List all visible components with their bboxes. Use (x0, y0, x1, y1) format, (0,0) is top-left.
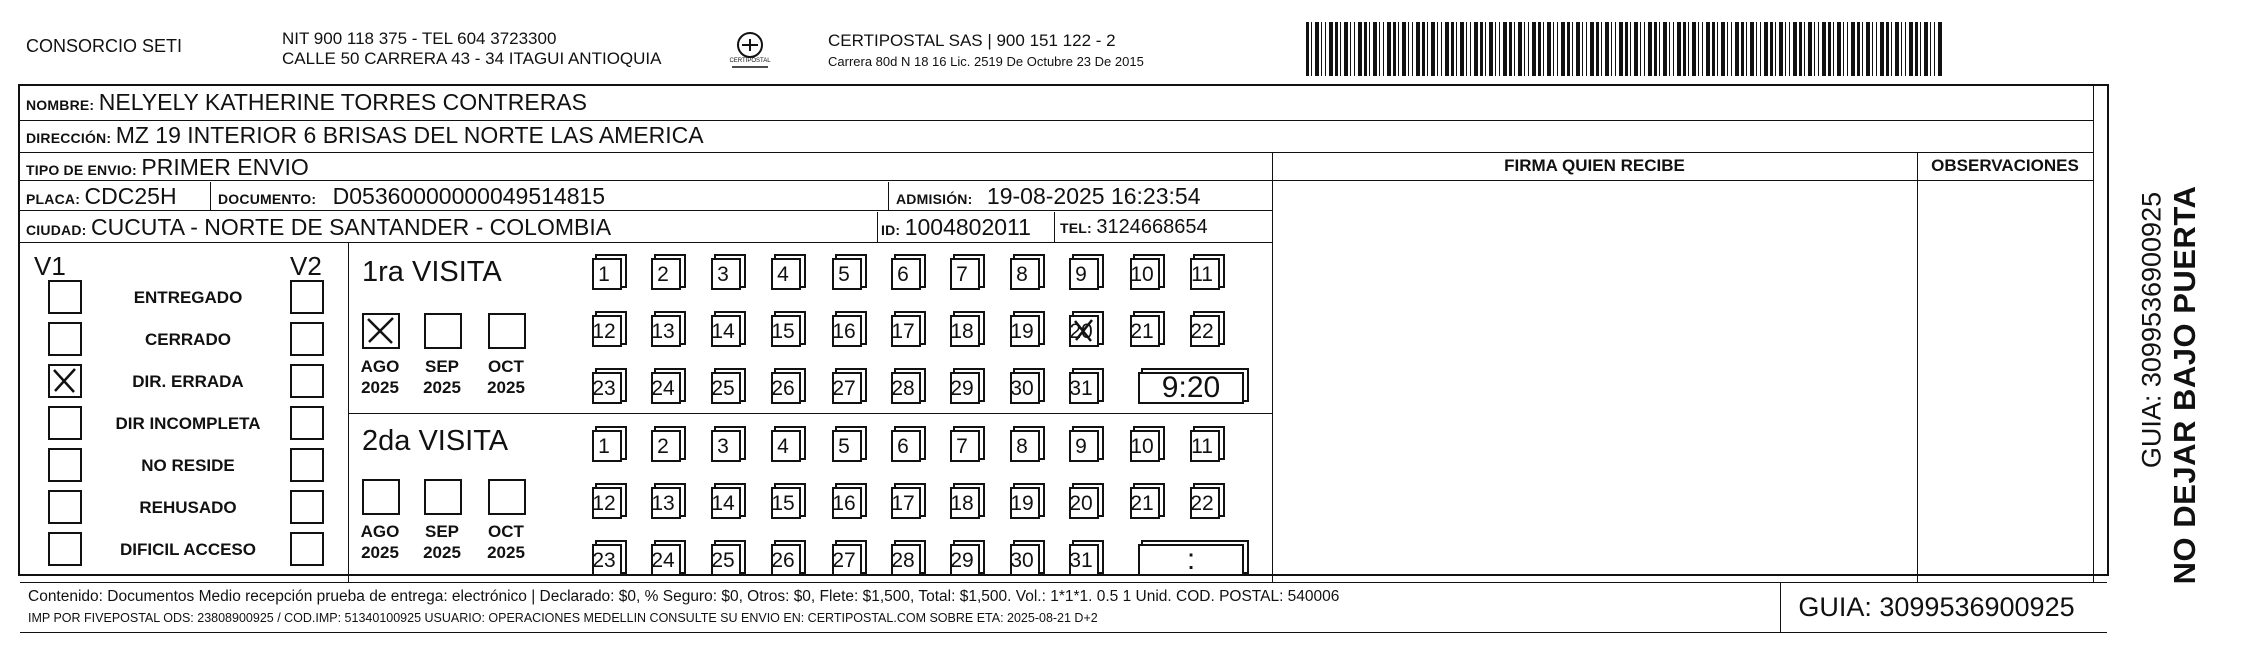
second-day-label: 2 (657, 435, 669, 458)
observaciones-label: OBSERVACIONES (1931, 156, 2079, 175)
admision-label: ADMISIÓN: (896, 191, 973, 207)
second-day-label: 23 (592, 549, 616, 572)
first-day-label: 6 (897, 263, 909, 286)
second-day-label: 7 (956, 435, 968, 458)
v1-checkbox-1[interactable] (48, 322, 82, 356)
first-day-label: 17 (891, 320, 915, 343)
first-day-14[interactable] (711, 315, 741, 347)
second-day-4[interactable] (771, 430, 801, 462)
first-day-4[interactable] (771, 258, 801, 290)
footer-content-line: Contenido: Documentos Medio recepción prueba de entrega: electrónico | Declarado: $0, % Seguro: $0, Otros: $0, Flete: $1,500, Total: $1,500. Vol.: 1*1*1. 0.5 1 Unid. COD. POSTAL: 540006 (28, 588, 1340, 605)
first-month-label: OCT (488, 357, 524, 376)
first-day-label: 11 (1191, 263, 1213, 286)
second-day-19[interactable] (1010, 487, 1040, 519)
first-day-label: 16 (832, 320, 856, 343)
first-day-3[interactable] (711, 258, 741, 290)
first-day-label: 29 (950, 377, 974, 400)
second-day-9[interactable] (1069, 430, 1099, 462)
tel-label: TEL: (1060, 220, 1092, 236)
second-year-label: 2025 (423, 543, 461, 562)
second-day-label: 15 (771, 492, 795, 515)
first-day-13[interactable] (651, 315, 681, 347)
first-day-11[interactable] (1190, 258, 1220, 290)
first-day-9[interactable] (1069, 258, 1099, 290)
v2-checkbox-1[interactable] (290, 322, 324, 356)
first-day-label: 5 (838, 263, 850, 286)
first-day-23[interactable] (592, 372, 622, 404)
status-option-5: REHUSADO (139, 498, 237, 517)
second-day-20[interactable] (1069, 487, 1099, 519)
certipostal-logo-icon (728, 30, 772, 74)
first-year-label: 2025 (487, 378, 525, 397)
company-name: CONSORCIO SETI (26, 36, 183, 56)
ciudad-value: CUCUTA - NORTE DE SANTANDER - COLOMBIA (90, 214, 612, 240)
v2-checkbox-3[interactable] (290, 406, 324, 440)
second-day-label: 26 (771, 549, 795, 572)
second-day-3[interactable] (711, 430, 741, 462)
second-day-26[interactable] (771, 544, 801, 576)
nombre-value: NELYELY KATHERINE TORRES CONTRERAS (98, 89, 587, 115)
second-day-label: 21 (1130, 492, 1154, 515)
second-day-label: 22 (1190, 492, 1214, 515)
first-day-label: 12 (592, 320, 616, 343)
first-day-8[interactable] (1010, 258, 1040, 290)
first-day-label: 21 (1130, 320, 1154, 343)
address-line: CALLE 50 CARRERA 43 - 34 ITAGUI ANTIOQUIA (282, 49, 662, 68)
second-day-label: 5 (838, 435, 850, 458)
second-day-12[interactable] (592, 487, 622, 519)
documento-label: DOCUMENTO: (218, 191, 317, 207)
v2-label: V2 (290, 251, 322, 281)
second-day-21[interactable] (1130, 487, 1160, 519)
status-option-3: DIR INCOMPLETA (115, 414, 261, 433)
second-year-label: 2025 (361, 543, 399, 562)
first-day-1[interactable] (592, 258, 622, 290)
first-day-16[interactable] (832, 315, 862, 347)
first-day-label: 9 (1075, 263, 1087, 286)
first-month-checkbox-sep[interactable] (424, 313, 462, 349)
first-visit-time[interactable]: 9:20 (1138, 372, 1244, 404)
second-day-label: 9 (1075, 435, 1087, 458)
second-day-label: 28 (891, 549, 915, 572)
tel-value: 3124668654 (1096, 216, 1208, 238)
second-day-18[interactable] (950, 487, 980, 519)
barcode (1306, 22, 1942, 76)
first-year-label: 2025 (361, 378, 399, 397)
second-day-label: 1 (598, 435, 610, 458)
first-day-label: 10 (1130, 263, 1154, 286)
first-day-17[interactable] (891, 315, 921, 347)
signature-area[interactable] (1274, 182, 1917, 582)
second-day-label: 29 (950, 549, 974, 572)
admision-value: 19-08-2025 16:23:54 (986, 183, 1201, 209)
first-day-12[interactable] (592, 315, 622, 347)
second-day-24[interactable] (651, 544, 681, 576)
no-dejar-bajo-puerta: NO DEJAR BAJO PUERTA (2167, 185, 2202, 585)
direccion-label: DIRECCIÓN: (26, 130, 112, 146)
observations-area[interactable] (1919, 182, 2093, 582)
first-visit-label: 1ra VISITA (362, 256, 502, 288)
ciudad-label: CIUDAD: (26, 222, 87, 238)
direccion-value: MZ 19 INTERIOR 6 BRISAS DEL NORTE LAS AMERICA (115, 122, 704, 148)
first-day-label: 8 (1016, 263, 1028, 286)
first-day-25[interactable] (711, 372, 741, 404)
second-day-label: 30 (1010, 549, 1034, 572)
first-day-24[interactable] (651, 372, 681, 404)
first-day-label: 18 (950, 320, 974, 343)
logo-caption: CERTIPOSTAL (729, 58, 771, 64)
second-day-30[interactable] (1010, 544, 1040, 576)
second-year-label: 2025 (487, 543, 525, 562)
placa-label: PLACA: (26, 191, 81, 207)
second-day-label: 12 (592, 492, 616, 515)
status-option-1: CERRADO (145, 330, 231, 349)
status-option-4: NO RESIDE (141, 456, 235, 475)
v1-checkbox-3[interactable] (48, 406, 82, 440)
first-day-label: 4 (777, 263, 789, 286)
second-day-22[interactable] (1190, 487, 1220, 519)
second-day-11[interactable] (1190, 430, 1220, 462)
first-day-2[interactable] (651, 258, 681, 290)
first-day-30[interactable] (1010, 372, 1040, 404)
first-day-label: 24 (651, 377, 675, 400)
second-day-28[interactable] (891, 544, 921, 576)
first-month-label: SEP (424, 357, 460, 376)
second-day-label: 8 (1016, 435, 1028, 458)
first-day-6[interactable] (891, 258, 921, 290)
second-visit-label: 2da VISITA (362, 425, 509, 457)
second-day-label: 10 (1130, 435, 1154, 458)
second-day-label: 20 (1069, 492, 1093, 515)
first-month-label: AGO (360, 357, 400, 376)
status-option-2: DIR. ERRADA (132, 372, 244, 391)
first-day-label: 13 (651, 320, 675, 343)
first-day-label: 19 (1010, 320, 1034, 343)
first-day-19[interactable] (1010, 315, 1040, 347)
second-day-label: 11 (1191, 435, 1213, 458)
nombre-label: NOMBRE: (26, 97, 95, 113)
second-day-2[interactable] (651, 430, 681, 462)
first-day-18[interactable] (950, 315, 980, 347)
id-label: ID: (881, 222, 901, 238)
v2-checkbox-6[interactable] (290, 532, 324, 566)
v2-checkbox-2[interactable] (290, 364, 324, 398)
second-day-label: 3 (717, 435, 729, 458)
second-day-5[interactable] (832, 430, 862, 462)
second-day-label: 24 (651, 549, 675, 572)
second-day-25[interactable] (711, 544, 741, 576)
second-day-label: 13 (651, 492, 675, 515)
v1-label: V1 (34, 251, 66, 281)
second-day-31[interactable] (1069, 544, 1099, 576)
second-day-label: 27 (832, 549, 856, 572)
second-day-6[interactable] (891, 430, 921, 462)
status-option-6: DIFICIL ACCESO (119, 540, 256, 559)
first-day-27[interactable] (832, 372, 862, 404)
first-day-label: 22 (1190, 320, 1214, 343)
second-day-label: 19 (1010, 492, 1034, 515)
first-day-28[interactable] (891, 372, 921, 404)
firma-label: FIRMA QUIEN RECIBE (1504, 156, 1685, 175)
first-day-label: 23 (592, 377, 616, 400)
second-day-1[interactable] (592, 430, 622, 462)
v1-checkbox-0[interactable] (48, 280, 82, 314)
placa-value: CDC25H (84, 183, 177, 209)
second-day-label: 16 (832, 492, 856, 515)
first-day-22[interactable] (1190, 315, 1220, 347)
second-day-label: 6 (897, 435, 909, 458)
first-day-21[interactable] (1130, 315, 1160, 347)
status-option-0: ENTREGADO (133, 288, 243, 307)
first-day-label: 7 (956, 263, 968, 286)
first-day-label: 14 (711, 320, 735, 343)
second-day-label: 31 (1069, 549, 1093, 572)
first-day-31[interactable] (1069, 372, 1099, 404)
second-day-label: 14 (711, 492, 735, 515)
second-day-16[interactable] (832, 487, 862, 519)
first-day-label: 28 (891, 377, 915, 400)
second-day-8[interactable] (1010, 430, 1040, 462)
v1-checkbox-4[interactable] (48, 448, 82, 482)
second-day-14[interactable] (711, 487, 741, 519)
second-month-label: SEP (424, 522, 460, 541)
first-day-5[interactable] (832, 258, 862, 290)
second-day-13[interactable] (651, 487, 681, 519)
v1-checkbox-2[interactable] (48, 364, 82, 398)
side-guia: GUIA: 3099536900925 (2136, 191, 2167, 469)
first-day-29[interactable] (950, 372, 980, 404)
first-month-checkbox-oct[interactable] (488, 313, 526, 349)
second-day-29[interactable] (950, 544, 980, 576)
second-month-checkbox-sep[interactable] (424, 479, 462, 515)
certipostal-line: CERTIPOSTAL SAS | 900 151 122 - 2 (828, 31, 1116, 50)
tipo-envio-value: PRIMER ENVIO (141, 154, 309, 180)
first-day-10[interactable] (1130, 258, 1160, 290)
second-month-checkbox-oct[interactable] (488, 479, 526, 515)
first-day-label: 25 (711, 377, 735, 400)
first-day-label: 1 (598, 263, 610, 286)
second-visit-time[interactable]: : (1138, 544, 1244, 576)
license-line: Carrera 80d N 18 16 Lic. 2519 De Octubre 23 De 2015 (828, 54, 1144, 69)
first-day-26[interactable] (771, 372, 801, 404)
documento-value: D05360000000049514815 (332, 183, 606, 209)
second-day-7[interactable] (950, 430, 980, 462)
second-month-checkbox-ago[interactable] (362, 479, 400, 515)
v1-checkbox-6[interactable] (48, 532, 82, 566)
second-day-27[interactable] (832, 544, 862, 576)
first-day-label: 3 (717, 263, 729, 286)
second-day-label: 4 (777, 435, 789, 458)
v1-checkbox-5[interactable] (48, 490, 82, 524)
id-value: 1004802011 (904, 214, 1031, 240)
v2-checkbox-5[interactable] (290, 490, 324, 524)
first-day-label: 20 (1069, 320, 1093, 343)
first-year-label: 2025 (423, 378, 461, 397)
first-day-label: 27 (832, 377, 856, 400)
first-day-label: 2 (657, 263, 669, 286)
second-day-label: 25 (711, 549, 735, 572)
first-day-label: 15 (771, 320, 795, 343)
first-day-label: 26 (771, 377, 795, 400)
second-day-15[interactable] (771, 487, 801, 519)
nit-line: NIT 900 118 375 - TEL 604 3723300 (282, 29, 557, 48)
second-day-17[interactable] (891, 487, 921, 519)
second-month-label: OCT (488, 522, 524, 541)
first-day-15[interactable] (771, 315, 801, 347)
second-day-label: 18 (950, 492, 974, 515)
first-month-checkbox-ago[interactable] (362, 313, 400, 349)
v2-checkbox-4[interactable] (290, 448, 324, 482)
second-day-label: 17 (891, 492, 915, 515)
second-day-10[interactable] (1130, 430, 1160, 462)
footer-print-line: IMP POR FIVEPOSTAL ODS: 23808900925 / COD.IMP: 51340100925 USUARIO: OPERACIONES MEDELLIN CONSULTE SU ENVIO EN: CERTIPOSTAL.COM SOBRE ETA: 2025-08-21 D+2 (28, 611, 1098, 625)
first-day-20[interactable] (1069, 315, 1099, 347)
v2-checkbox-0[interactable] (290, 280, 324, 314)
second-day-23[interactable] (592, 544, 622, 576)
tipo-envio-label: TIPO DE ENVIO: (26, 162, 137, 178)
second-month-label: AGO (360, 522, 400, 541)
first-day-7[interactable] (950, 258, 980, 290)
first-day-label: 30 (1010, 377, 1034, 400)
first-day-label: 31 (1069, 377, 1093, 400)
footer-guia: GUIA: 3099536900925 (1798, 592, 2075, 622)
